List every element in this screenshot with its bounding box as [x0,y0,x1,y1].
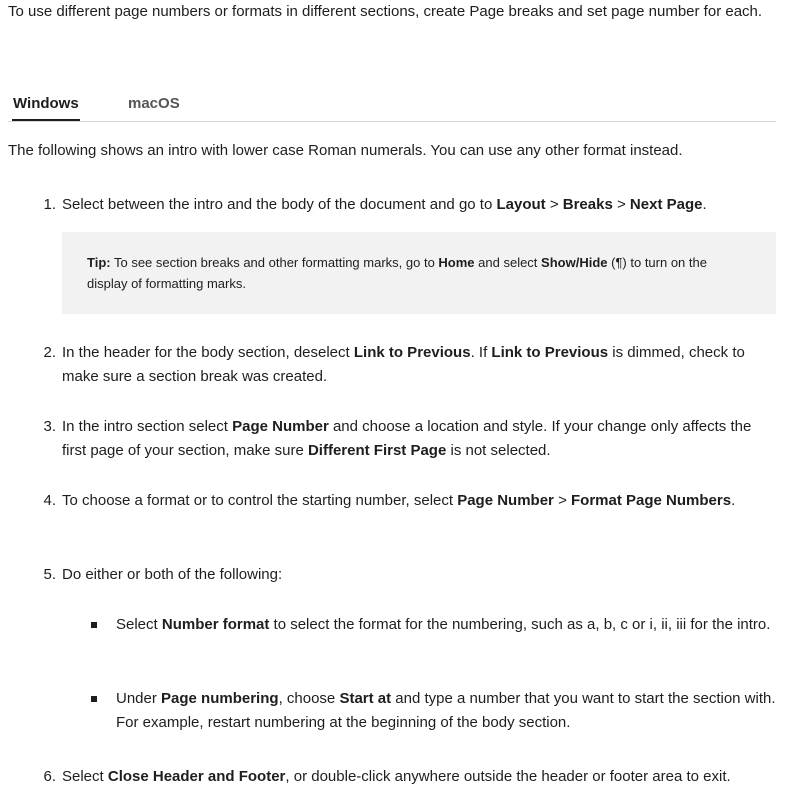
bullet-item-2 [116,687,780,735]
step-6 [43,765,776,789]
step-4 [43,489,776,513]
bullet-text: , choose [278,690,340,707]
step-text: Select between the intro and the body of the document and go to [62,196,497,213]
ui-term: Layout [496,196,546,213]
step-text: Select [62,768,108,785]
step-text: and choose a location and style. If your change only affects the first page of your section, make sure [62,418,752,459]
step-1 [43,193,776,217]
step-2 [43,341,776,389]
ui-term: Format Page Numbers [571,492,732,509]
step-text: In the header for the body section, deselect [62,344,354,361]
step-text: In the intro section select [62,418,233,435]
ui-term: Link to Previous [491,344,609,361]
ui-term: Page Number [232,418,329,435]
platform-tabs [8,92,776,122]
tab-macos[interactable]: macOS [128,95,180,112]
bullet-square-icon [91,622,97,628]
bullet-text: and type a number that you want to start the section with. For example, restart numbering at the beginning of the body section. [116,690,776,731]
separator: > [612,196,630,213]
ui-term: Start at [339,690,392,707]
ui-term: Home [438,255,475,270]
ui-term: Show/Hide [541,255,608,270]
bullet-text: Select [116,616,162,633]
step-text: . If [470,344,492,361]
ui-term: Breaks [562,196,613,213]
step-text: Do either or both of the following: [62,566,283,583]
tip-text-part: To see section breaks and other formatting marks, go to [110,255,439,270]
tab-windows[interactable]: Windows [12,92,80,121]
bullet-item-1 [116,613,780,637]
ui-term: Next Page [629,196,703,213]
step-text: . [731,492,736,509]
step-text: is not selected. [446,442,551,459]
bullet-square-icon [91,696,97,702]
bullet-text: Under [116,690,162,707]
step-text: To choose a format or to control the starting number, select [62,492,458,509]
tip-label: Tip: [87,255,111,270]
step-number: 3. [43,418,56,435]
ui-term: Number format [161,616,270,633]
step-text: is dimmed, check to make sure a section break was created. [62,344,745,385]
intro-paragraph: To use different page numbers or formats in different sections, create Page breaks and set page number for each. [8,3,763,20]
tip-box [62,232,776,314]
ui-term: Link to Previous [353,344,471,361]
tip-text-part: (¶) to turn on the display of formatting marks. [87,255,707,291]
separator: > [545,196,563,213]
step-number: 4. [43,492,56,509]
step-3 [43,415,776,463]
separator: > [553,492,572,509]
step-number: 2. [43,344,56,361]
step-number: 1. [43,196,56,213]
ui-term: Page numbering [161,690,279,707]
ui-term: Page Number [457,492,554,509]
step-number: 6. [43,768,56,785]
step-5 [43,563,776,587]
step-text: , or double-click anywhere outside the header or footer area to exit. [285,768,731,785]
tip-text [87,252,727,294]
ui-term: Different First Page [307,442,447,459]
step-text: . [702,196,707,213]
bullet-text: to select the format for the numbering, such as a, b, c or i, ii, iii for the intro. [269,616,771,633]
lead-paragraph: The following shows an intro with lower case Roman numerals. You can use any other format instead. [8,142,683,159]
ui-term: Close Header and Footer [107,768,286,785]
step-number: 5. [43,566,56,583]
tip-text-part: and select [474,255,542,270]
